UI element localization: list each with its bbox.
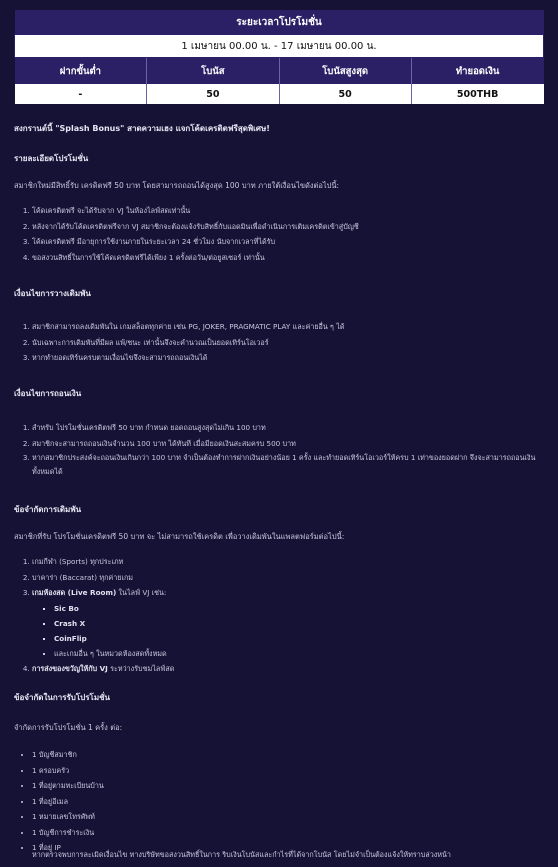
promotion-table (14, 10, 544, 104)
restrict-list (14, 554, 542, 676)
betting-list (14, 319, 542, 366)
header-bonus: โบนัส (147, 58, 279, 85)
receive-paragraph: จำกัดการรับโปรโมชั่น 1 ครั้ง ต่อ: (14, 723, 123, 732)
list-item: 4. ขอสงวนสิทธิ์ในการใช้โค้ดเครดิตฟรีได้เพียง 1 ครั้งต่อวัน/ต่อยูสเซอร์ เท่านั้น (32, 250, 542, 266)
list-item: 3. หากทำยอดเทิร์นครบตามเงื่อนไขจึงจะสามารถถอนเงินได้ (32, 350, 542, 366)
restrict-paragraph: สมาชิกที่รับ โปรโมชั่นเครดิตฟรี 50 บาท จะ ไม่สามารถใช้เครดิต เพื่อวางเดิมพันในแพลตฟอร์มต่อไปนี้: (14, 532, 345, 541)
receive-heading: ข้อจำกัดในการรับโปรโมชั่น (14, 693, 111, 702)
list-item: • 1 บัญชีการชำระเงิน (32, 825, 542, 841)
header-max-bonus: โบนัสสูงสุด (279, 58, 411, 85)
list-item: 1. สำหรับ โปรโมชั่นเครดิตฟรี 50 บาท กำหนด ยอดถอนสูงสุดไม่เกิน 100 บาท (32, 420, 542, 436)
list-item: 3. หากสมาชิกประสงค์จะถอนเงินเกินกว่า 100 บาท จำเป็นต้องทำการฝากเงินอย่างน้อย 1 ครั้ง และทำยอดเทิร์นโอเวอร์ให้ครบ 1 เท่าของยอดฝาก จึงจะสามารถถอนเงินทั้งหมดได้ (32, 451, 542, 479)
live-room-sublist (32, 601, 542, 661)
promotion-period-title: ระยะเวลาโปรโมชั่น (15, 10, 544, 35)
details-paragraph: สมาชิกใหม่มีสิทธิ์รับ เครดิตฟรี 50 บาท โดยสามารถถอนได้สูงสุด 100 บาท ภายใต้เงื่อนไขดังต่อไปนี้: (14, 181, 340, 190)
value-max-bonus: 50 (279, 84, 411, 104)
list-item: ▪ Sic Bo (54, 601, 542, 616)
betting-heading: เงื่อนไขการวางเดิมพัน (14, 289, 91, 298)
list-item: 1. โค้ดเครดิตฟรี จะได้รับจาก VJ ในห้องไลฟ์สดเท่านั้น (32, 203, 542, 219)
list-item: • 1 ที่อยู่ตามทะเบียนบ้าน (32, 778, 542, 794)
list-item: 1. สมาชิกสามารถลงเดิมพันใน เกมสล็อตทุกค่าย เช่น PG, JOKER, PRAGMATIC PLAY และค่ายอื่น ๆ ได้ (32, 319, 542, 335)
list-item: • 1 ที่อยู่อีเมล (32, 794, 542, 810)
list-item: 2. สมาชิกจะสามารถถอนเงินจำนวน 100 บาท ได้ทันที เมื่อมียอดเงินสะสมครบ 500 บาท (32, 436, 542, 452)
value-min-deposit: - (15, 84, 147, 104)
list-item: ▪ CoinFlip (54, 631, 542, 646)
restrict-heading: ข้อจำกัดการเดิมพัน (14, 505, 82, 514)
list-item: 2. นับเฉพาะการเดิมพันที่มีผล แพ้/ชนะ เท่านั้นจึงจะคำนวณเป็นยอดเทิร์นโอเวอร์ (32, 335, 542, 351)
gift-label: การส่งของขวัญให้กับ VJ (32, 663, 108, 673)
list-item: • 1 ที่อยู่ IP (32, 840, 542, 856)
promotion-table-container (14, 10, 544, 104)
withdraw-list (14, 420, 542, 479)
list-item: • 1 หมายเลขโทรศัพท์ (32, 809, 542, 825)
header-turnover: ทำยอดเงิน (411, 58, 543, 85)
list-item: ▪ Crash X (54, 616, 542, 631)
list-item: • 1 บัญชีสมาชิก (32, 747, 542, 763)
header-min-deposit: ฝากขั้นต่ำ (15, 58, 147, 85)
promotion-intro: สงกรานต์นี้ "Splash Bonus" สาดความเฮง แจกโค้ดเครดิตฟรีสุดพิเศษ! (14, 124, 270, 133)
promotion-date-range: 1 เมษายน 00.00 น. - 17 เมษายน 00.00 น. (15, 35, 544, 58)
list-item: • 1 ครอบครัว (32, 763, 542, 779)
withdraw-heading: เงื่อนไขการถอนเงิน (14, 389, 82, 398)
list-item: ▪ และเกมอื่น ๆ ในหมวดห้องสดทั้งหมด (54, 646, 542, 661)
list-item-gift (32, 661, 542, 677)
gift-suffix: ระหว่างรับชมไลฟ์สด (107, 663, 175, 673)
value-turnover: 500THB (411, 84, 543, 104)
receive-footer: หากตรวจพบการละเมิดเงื่อนไข ทางบริษัทขอสงวนสิทธิ์ในการ ริบเงินโบนัสและกำไรที่ได้จากโบนัส โดยไม่จำเป็นต้องแจ้งให้ทราบล่วงหน้า (32, 850, 451, 859)
list-item: 1. เกมกีฬา (Sports) ทุกประเภท (32, 554, 542, 570)
value-bonus: 50 (147, 84, 279, 104)
details-heading: รายละเอียดโปรโมชั่น (14, 154, 89, 163)
live-room-label: เกมห้องสด (Live Room) (32, 588, 117, 597)
receive-list (14, 747, 542, 856)
list-item: 2. หลังจากได้รับโค้ดเครดิตฟรีจาก VJ สมาชิกจะต้องแจ้งรับสิทธิ์กับแอดมินเพื่อดำเนินการเติมเครดิตเข้าสู่บัญชี (32, 219, 542, 235)
list-item-live-room (32, 585, 542, 661)
list-item: 2. บาคาร่า (Baccarat) ทุกค่ายเกม (32, 570, 542, 586)
details-list (14, 203, 542, 265)
live-room-suffix: ในไลฟ์ VJ เช่น: (116, 588, 167, 597)
list-item: 3. โค้ดเครดิตฟรี มีอายุการใช้งานภายในระยะเวลา 24 ชั่วโมง นับจากเวลาที่ได้รับ (32, 234, 542, 250)
